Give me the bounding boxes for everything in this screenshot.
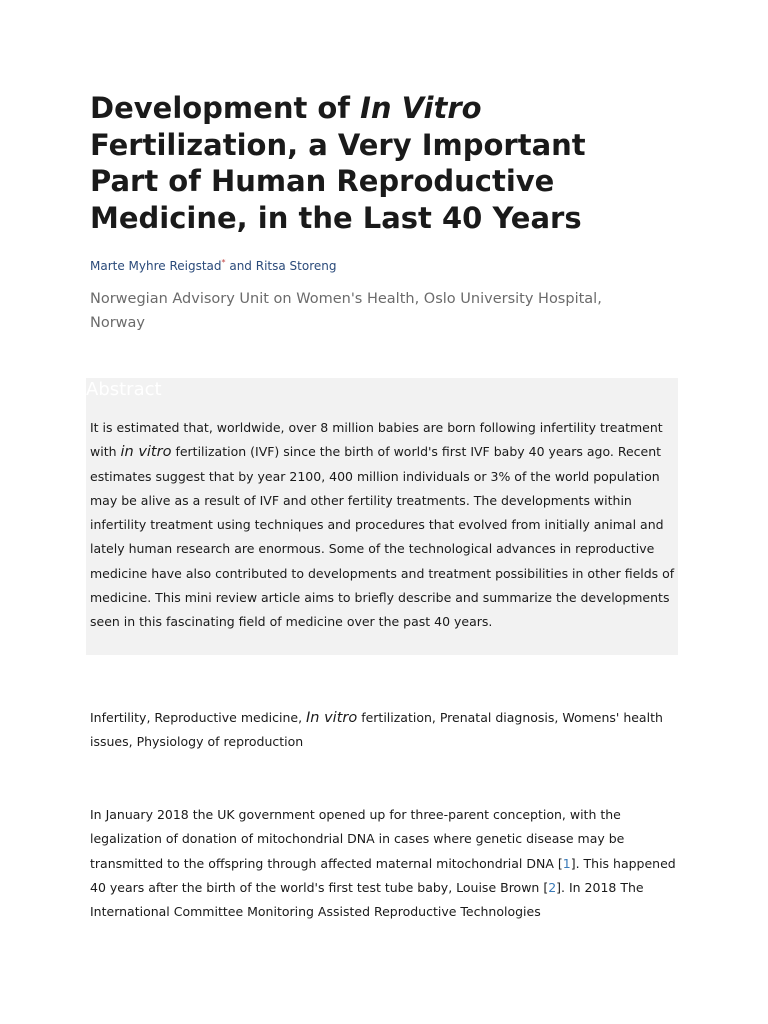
abstract-italic: in vitro bbox=[120, 444, 172, 461]
introduction-paragraph bbox=[90, 803, 680, 924]
reference-link-1[interactable]: 1 bbox=[562, 855, 571, 871]
intro-text-3: ]. In 2018 The International Committee Monitoring Assisted Reproductive Technologies bbox=[90, 879, 644, 920]
article-page bbox=[86, 90, 680, 920]
title-text-1: Development of bbox=[90, 91, 361, 125]
author-separator: and bbox=[225, 259, 256, 273]
keywords-italic: In vitro bbox=[306, 710, 358, 726]
title-italic: In Vitro bbox=[360, 91, 482, 125]
abstract-text-1: It is estimated that, worldwide, over 8 million babies are born following infertility treatment with bbox=[90, 420, 663, 460]
author-link-storeng[interactable]: Ritsa Storeng bbox=[255, 259, 337, 273]
corresponding-author-marker: * bbox=[221, 258, 226, 267]
title-text-2: Fertilization, a Very Important Part of Human Reproductive Medicine, in the Last 40 Years bbox=[90, 127, 586, 235]
reference-link-2[interactable]: 2 bbox=[548, 879, 557, 895]
author-link-reigstad[interactable]: Marte Myhre Reigstad bbox=[90, 259, 222, 273]
keywords-text-2: fertilization, Prenatal diagnosis, Womens' health issues, Physiology of reproduction bbox=[90, 710, 663, 750]
intro-text-2: ]. This happened 40 years after the birth of the world's first test tube baby, Louise Brown [ bbox=[90, 855, 676, 895]
intro-text-1: In January 2018 the UK government opened up for three-parent conception, with the legalization of donation of mitochondrial DNA in cases where genetic disease may be transmitted to the offspring through affected maternal mitochondrial DNA [ bbox=[90, 807, 625, 871]
abstract-heading: Abstract bbox=[86, 379, 162, 400]
affiliation: Norwegian Advisory Unit on Women's Health, Oslo University Hospital, Norway bbox=[90, 291, 602, 331]
abstract-text bbox=[90, 416, 680, 635]
keywords bbox=[90, 706, 680, 755]
keywords-text-1: Infertility, Reproductive medicine, bbox=[90, 710, 307, 725]
abstract-text-2: fertilization (IVF) since the birth of world's first IVF baby 40 years ago. Recent estimates suggest that by year 2100, 400 million individuals or 3% of the world population may be alive as a result of IVF and other fertility treatments. The developments within infertility treatment using techniques and procedures that evolved from initially animal and lately human research are enormous. Some of the technological advances in reproductive medicine have also contributed to developments and treatment possibilities in other fields of medicine. This mini review article aims to briefly describe and summarize the developments seen in this fascinating field of medicine over the past 40 years. bbox=[90, 444, 675, 630]
author-list bbox=[90, 254, 680, 275]
article-title bbox=[90, 90, 630, 236]
